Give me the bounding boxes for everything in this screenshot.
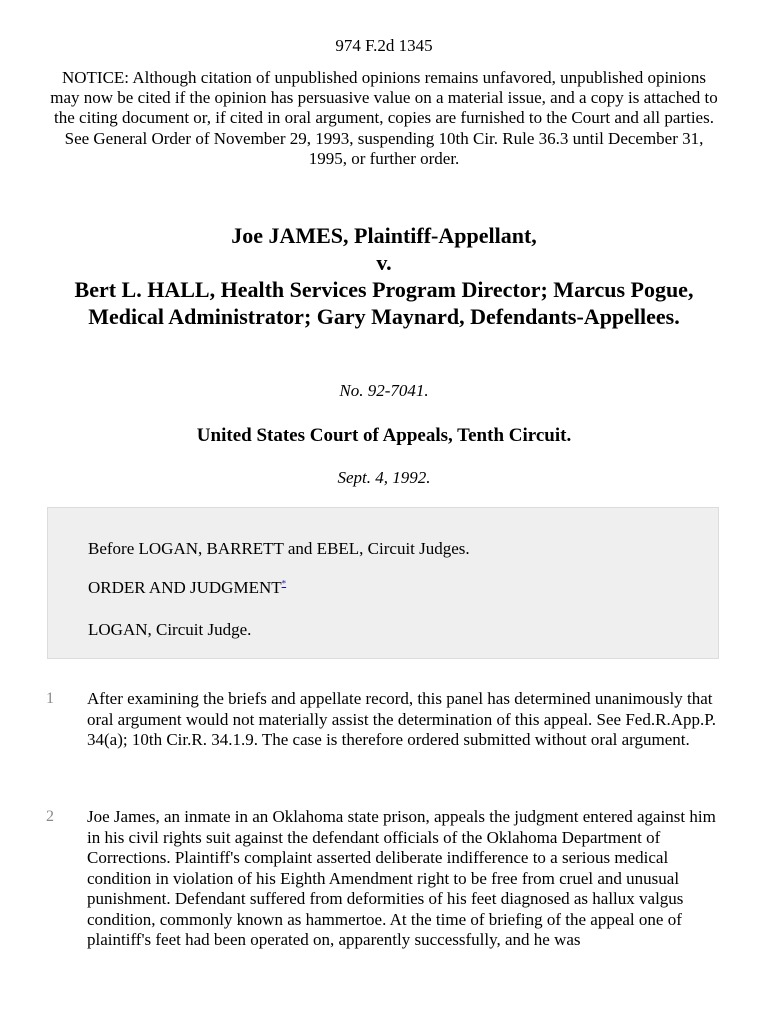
case-caption xyxy=(40,222,728,330)
paragraph-number: 1 xyxy=(46,690,54,707)
paragraph-text: Joe James, an inmate in an Oklahoma state prison, appeals the judgment entered against him in his civil rights suit against the defendant officials of the Oklahoma Department of Corrections. Plaintiff's complaint asserted deliberate indifference to a serious medical condition in violation of his Eighth Amendment right to be free from cruel and unusual punishment. Defendant suffered from deformities of his feet diagnosed as hallux valgus condition, commonly known as hammertoe. At the time of briefing of the appeal one of plaintiff's feet had been operated on, apparently successfully, and he was xyxy=(87,807,716,949)
panel-before: Before LOGAN, BARRETT and EBEL, Circuit Judges. xyxy=(88,539,470,558)
docket-number: No. 92-7041. xyxy=(339,381,429,400)
court-name: United States Court of Appeals, Tenth Circuit. xyxy=(196,425,572,446)
unpublished-notice: NOTICE: Although citation of unpublished opinions remains unfavored, unpublished opinions may now be cited if the opinion has persuasive value on a material issue, and a copy is attached to the citing document or, if cited in oral argument, copies are furnished to the Court and all parties. See General Order of November 29, 1993, suspending 10th Cir. Rule 36.3 until December 31, 1995, or further order. xyxy=(50,68,718,168)
judges-panel xyxy=(47,507,719,659)
caption-defendants: Bert L. HALL, Health Services Program Director; Marcus Pogue, Medical Administrator; Gary Maynard, Defendants-Appellees. xyxy=(74,277,694,329)
footnote-link[interactable]: * xyxy=(281,578,287,589)
case-citation: 974 F.2d 1345 xyxy=(335,36,433,55)
caption-versus: v. xyxy=(376,250,392,275)
opinion-author: LOGAN, Circuit Judge. xyxy=(88,620,252,639)
paragraph-number: 2 xyxy=(46,808,54,825)
order-title: ORDER AND JUDGMENT xyxy=(88,578,282,597)
caption-plaintiff: Joe JAMES, Plaintiff-Appellant, xyxy=(231,223,537,248)
paragraph-text: After examining the briefs and appellate record, this panel has determined unanimously that oral argument would not materially assist the determination of this appeal. See Fed.R.App.P. 34(a); 10th Cir.R. 34.1.9. The case is therefore ordered submitted without oral argument. xyxy=(87,689,717,749)
order-title-line xyxy=(88,578,286,598)
decision-date: Sept. 4, 1992. xyxy=(337,468,431,487)
